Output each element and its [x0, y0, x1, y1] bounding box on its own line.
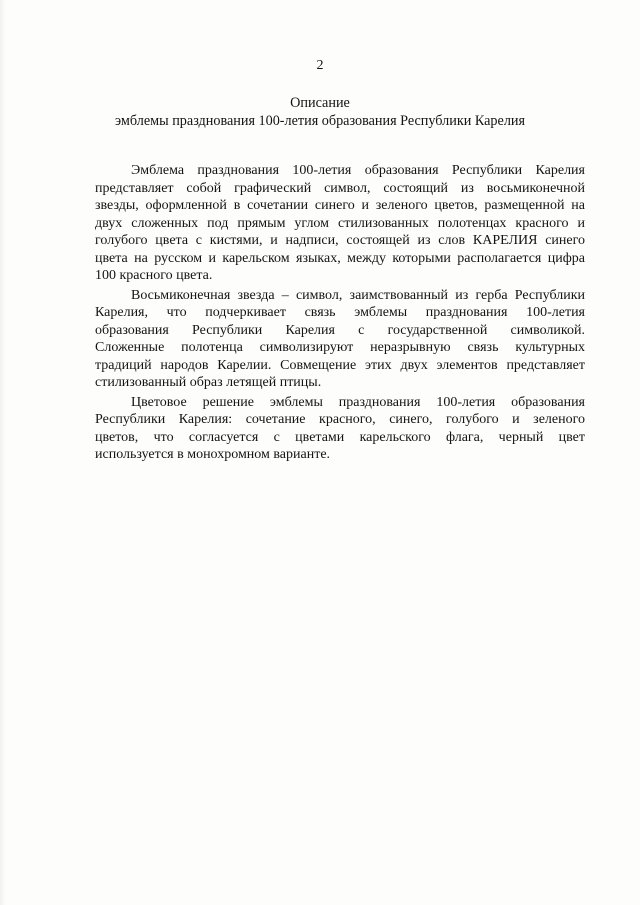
text-line: традиций народов Карелии. Совмещение этих двух элементов представляет	[95, 357, 585, 373]
text-line: представляет собой графический символ, состоящий из восьмиконечной	[95, 180, 585, 196]
text-line: Эмблема празднования 100-летия образования Республики Карелия	[131, 163, 585, 178]
scan-edge-shadow	[0, 0, 6, 905]
text-line: Республики Карелия: сочетание красного, синего, голубого и зеленого	[95, 412, 585, 427]
text-line: двух сложенных под прямым углом стилизованных полотенцах красного и	[95, 215, 585, 231]
text-line: Восьмиконечная звезда – символ, заимствованный из герба Республики	[131, 287, 585, 303]
text-line: стилизованный образ летящей птицы.	[95, 375, 322, 390]
heading-subtitle: эмблемы празднования 100-летия образования Республики Карелия	[114, 113, 526, 129]
text-line: образования Республики Карелия с государственной символикой.	[95, 322, 585, 338]
document-body	[95, 162, 585, 466]
paragraph-emblem-description	[95, 162, 585, 285]
text-line: 100 красного цвета.	[95, 268, 213, 283]
document-heading	[0, 94, 640, 130]
text-line: используется в монохромном варианте.	[95, 447, 331, 462]
paragraph-star-symbol	[95, 287, 585, 392]
text-line: Сложенные полотенца символизируют неразрывную связь культурных	[95, 340, 585, 355]
text-line: цветов, что согласуется с цветами карельского флага, черный цвет	[95, 429, 585, 445]
paragraph-color-scheme	[95, 394, 585, 464]
text-line: Карелия, что подчеркивает связь эмблемы празднования 100-летия	[95, 305, 585, 320]
text-line: голубого цвета с кистями, и надписи, состоящей из слов КАРЕЛИЯ синего	[95, 233, 585, 248]
text-line: цвета на русском и карельском языках, между которыми располагается цифра	[95, 250, 585, 266]
text-line: Цветовое решение эмблемы празднования 100-летия образования	[131, 394, 585, 410]
page-number: 2	[316, 58, 324, 73]
text-line: звезды, оформленной в сочетании синего и зеленого цветов, размещенной на	[95, 198, 585, 213]
heading-title: Описание	[290, 95, 350, 111]
